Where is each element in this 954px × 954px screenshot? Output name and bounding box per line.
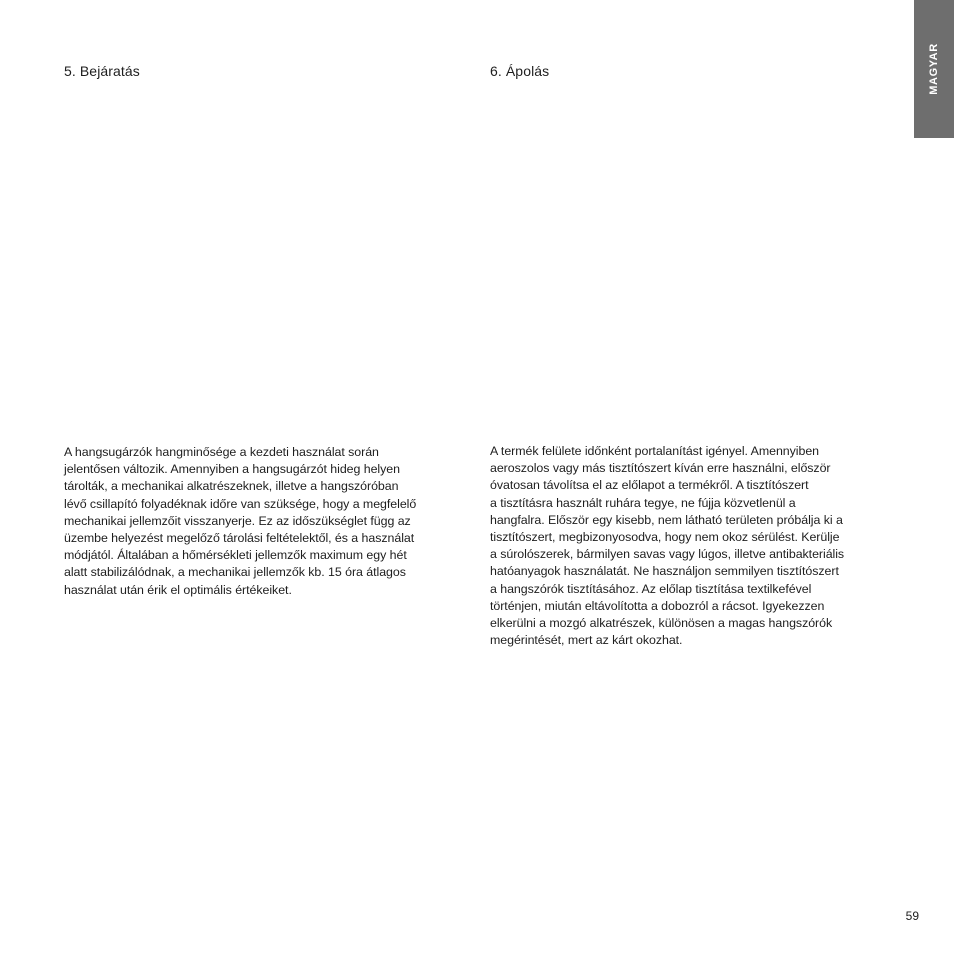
paragraph-line: tárolták, a mechanikai alkatrészeknek, illetve a hangszóróban bbox=[64, 479, 399, 494]
paragraph-line: megérintését, mert az kárt okozhat. bbox=[490, 633, 683, 648]
paragraph-line: tisztítószert, megbizonyosodva, hogy nem okoz sérülést. Kerülje bbox=[490, 530, 840, 545]
paragraph-line: üzembe helyezést megelőző tárolási feltételektől, és a használat bbox=[64, 531, 415, 546]
paragraph-line: a hangszórók tisztításához. Az előlap tisztítása textilkefével bbox=[490, 581, 812, 596]
paragraph-line: A termék felülete időnként portalanítást igényel. Amennyiben bbox=[490, 444, 819, 458]
section-heading-care: 6. Ápolás bbox=[490, 63, 550, 79]
paragraph-line: történjen, miután eltávolította a dobozról a rácsot. Igyekezzen bbox=[490, 598, 825, 613]
paragraph-line: lévő csillapító folyadéknak időre van szüksége, hogy a megfelelő bbox=[64, 496, 417, 511]
paragraph-line: a tisztításra használt ruhára tegye, ne fújja közvetlenül a bbox=[490, 495, 796, 510]
paragraph-line: jelentősen változik. Amennyiben a hangsugárzót hideg helyen bbox=[64, 462, 400, 477]
paragraph-breaking-in bbox=[64, 444, 464, 599]
paragraph-line: mechanikai jellemzőit visszanyerje. Ez az időszükséglet függ az bbox=[64, 513, 411, 528]
paragraph-line: elkerülni a mozgó alkatrészek, különösen a magas hangszórók bbox=[490, 616, 833, 631]
section-heading-breaking-in: 5. Bejáratás bbox=[64, 63, 140, 79]
language-tab-label: MAGYAR bbox=[928, 43, 940, 95]
page-number: 59 bbox=[905, 909, 919, 923]
paragraph-line: A hangsugárzók hangminősége a kezdeti használat során bbox=[64, 445, 379, 459]
paragraph-line: óvatosan távolítsa el az előlapot a termékről. A tisztítószert bbox=[490, 478, 809, 493]
paragraph-line: módjától. Általában a hőmérsékleti jellemzők maximum egy hét bbox=[64, 548, 407, 563]
paragraph-line: használat után érik el optimális értékeiket. bbox=[64, 582, 292, 597]
paragraph-line: hangfalra. Először egy kisebb, nem látható területen próbálja ki a bbox=[490, 512, 843, 527]
paragraph-line: hatóanyagok használatát. Ne használjon semmilyen tisztítószert bbox=[490, 564, 839, 579]
paragraph-line: alatt stabilizálódnak, a mechanikai jellemzők kb. 15 óra átlagos bbox=[64, 565, 406, 580]
paragraph-line: a súrolószerek, bármilyen savas vagy lúgos, illetve antibakteriális bbox=[490, 547, 845, 562]
language-tab bbox=[914, 0, 954, 138]
paragraph-line: aeroszolos vagy más tisztítószert kíván erre használni, először bbox=[490, 461, 831, 476]
paragraph-care bbox=[490, 443, 890, 649]
